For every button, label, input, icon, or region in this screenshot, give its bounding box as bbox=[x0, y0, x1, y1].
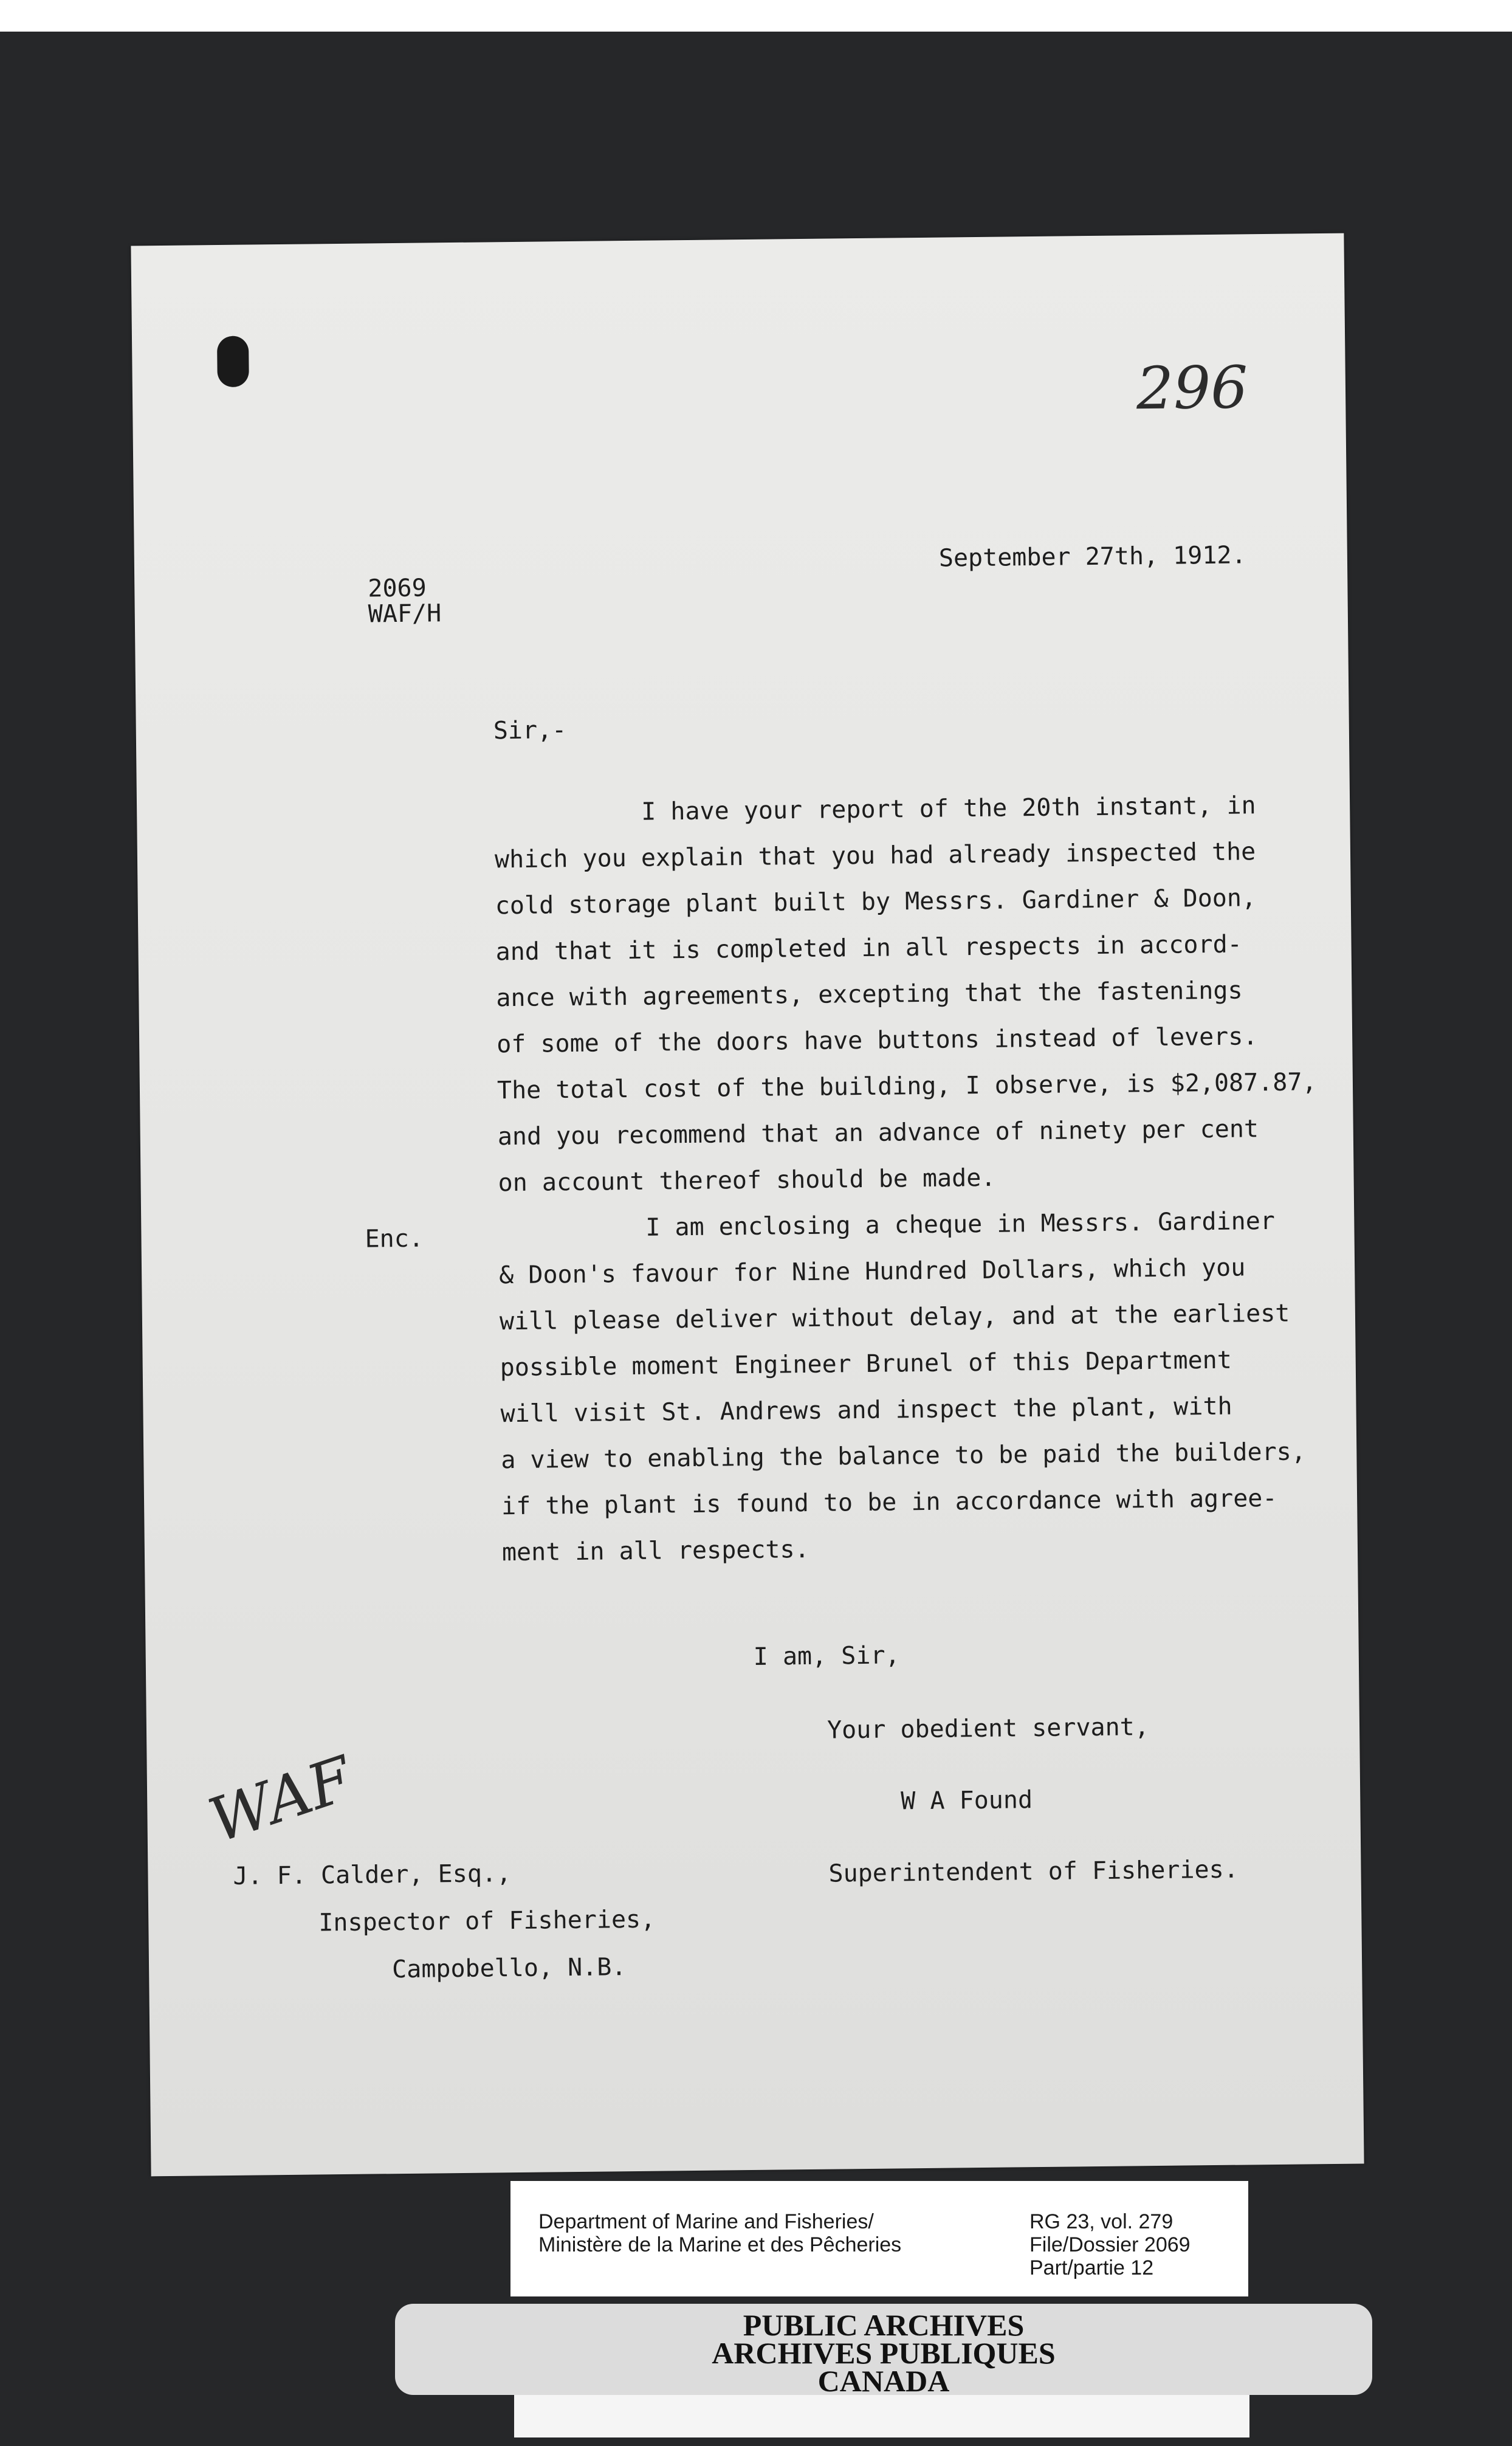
archive-label bbox=[510, 2181, 1248, 2296]
stamp-line: CANADA bbox=[817, 2364, 950, 2398]
body-line: a view to enabling the balance to be paid the builders, bbox=[501, 1438, 1307, 1475]
body-line: which you explain that you had already inspected the bbox=[494, 838, 1256, 874]
archives-stamp bbox=[395, 2304, 1372, 2398]
addressee-line: J. F. Calder, Esq., bbox=[233, 1859, 512, 1890]
salutation: Sir,- bbox=[493, 716, 567, 745]
body-line: The total cost of the building, I observe, is $2,087.87, bbox=[497, 1068, 1317, 1105]
file-initials: WAF/H bbox=[368, 599, 442, 629]
closing-line: I am, Sir, bbox=[753, 1641, 900, 1671]
body-line: cold storage plant built by Messrs. Gardiner & Doon, bbox=[495, 884, 1257, 920]
body-line: ance with agreements, excepting that the fastenings bbox=[496, 976, 1243, 1013]
body-line: if the plant is found to be in accordance with agree- bbox=[501, 1484, 1277, 1521]
body-line: ment in all respects. bbox=[501, 1535, 809, 1567]
letter-date: September 27th, 1912. bbox=[938, 541, 1246, 573]
archive-rg-volume: RG 23, vol. 279 bbox=[1029, 2210, 1174, 2233]
body-line: will visit St. Andrews and inspect the plant, with bbox=[500, 1392, 1232, 1428]
body-line: and you recommend that an advance of ninety per cent bbox=[497, 1115, 1259, 1151]
addressee-line: Campobello, N.B. bbox=[391, 1953, 627, 1984]
letter-page bbox=[131, 233, 1364, 2177]
body-line: and that it is completed in all respects in accord- bbox=[495, 930, 1242, 966]
archive-department-en: Department of Marine and Fisheries/ bbox=[538, 2210, 874, 2233]
handwritten-initials: WAF bbox=[200, 1742, 362, 1857]
addressee-line: Inspector of Fisheries, bbox=[318, 1905, 656, 1937]
signature-name: W A Found bbox=[901, 1786, 1033, 1816]
body-line: & Doon's favour for Nine Hundred Dollars, which you bbox=[498, 1253, 1246, 1290]
body-line: of some of the doors have buttons instead of levers. bbox=[496, 1022, 1258, 1059]
page-number: 296 bbox=[1136, 353, 1248, 423]
punch-hole bbox=[217, 336, 249, 388]
file-number: 2069 bbox=[368, 574, 427, 603]
archive-department-fr: Ministère de la Marine et des Pêcheries bbox=[538, 2233, 902, 2256]
closing-line: Your obedient servant, bbox=[826, 1713, 1150, 1745]
body-line: I have your report of the 20th instant, in bbox=[641, 791, 1256, 826]
enclosure-note: Enc. bbox=[365, 1224, 424, 1253]
archive-file: File/Dossier 2069 bbox=[1029, 2233, 1191, 2256]
stamp-line: PUBLIC ARCHIVES bbox=[743, 2308, 1025, 2342]
signature-title: Superintendent of Fisheries. bbox=[828, 1855, 1239, 1888]
archive-part: Part/partie 12 bbox=[1029, 2256, 1154, 2279]
body-line: possible moment Engineer Brunel of this Department bbox=[500, 1346, 1232, 1382]
stamp-line: ARCHIVES PUBLIQUES bbox=[712, 2336, 1056, 2370]
body-line: on account thereof should be made. bbox=[498, 1163, 996, 1197]
body-line: will please deliver without delay, and at the earliest bbox=[499, 1299, 1290, 1336]
body-line: I am enclosing a cheque in Messrs. Gardiner bbox=[645, 1207, 1276, 1242]
